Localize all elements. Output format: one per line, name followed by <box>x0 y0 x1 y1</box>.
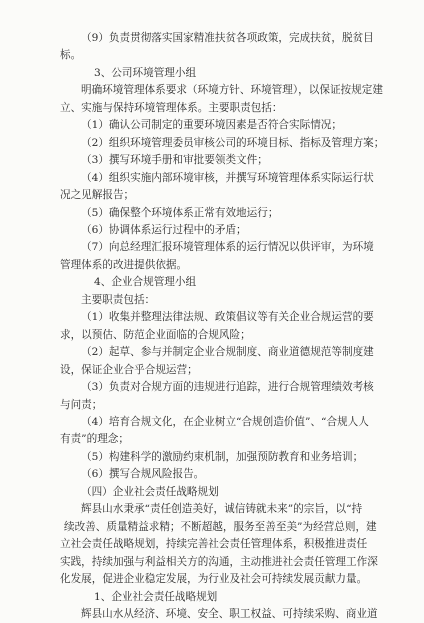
text-line: 1、企业社会责任战略规划 <box>94 590 218 603</box>
text-line: （2）组织环境管理委员审核公司的环境目标、指标及管理方案； <box>81 136 385 149</box>
text-line: 况之见解报告； <box>60 189 135 202</box>
text-line: 辉县山水从经济、环境、安全、职工权益、可持续采购、商业道 <box>81 607 378 620</box>
text-line: 有责”的理念； <box>60 433 129 446</box>
text-line: （3）撰写环境手册和审批要领类文件； <box>81 154 268 167</box>
text-line: （3）负责对合规方面的违规进行追踪，进行合规管理绩效考核 <box>81 381 374 394</box>
text-line: 立社会责任战略规划，持续完善社会责任管理体系，积极推进责任 <box>60 538 368 551</box>
text-line: 化发展，促进企业稳定发展，为行业及社会可持续发展贡献力量。 <box>60 573 368 586</box>
text-line: （7）向总经理汇报环境管理体系的运行情况以供评审，为环境 <box>81 241 374 254</box>
text-line: （6）协调体系运行过程中的矛盾； <box>81 223 247 236</box>
text-line: 4、企业合规管理小组 <box>94 276 197 289</box>
text-line: （四）企业社会责任战略规划 <box>81 485 219 498</box>
text-line: 管理体系的改进提供依据。 <box>60 258 188 271</box>
text-line: （5）确保整个环境体系正常有效地运行； <box>81 206 279 219</box>
text-line: （9）负责贯彻落实国家精准扶贫各项政策，完成扶贫，脱贫目 <box>81 32 374 44</box>
text-line: 3、公司环境管理小组 <box>94 66 197 79</box>
text-line: （4）培育合规文化，在企业树立“合规创造价值”、“合规人人 <box>81 415 369 428</box>
text-line: （6）撰写合规风险报告。 <box>81 468 205 481</box>
text-line: （1）确认公司制定的重要环境因素是否符合实际情况； <box>81 119 342 132</box>
text-line: 立、实施与保持环境管理体系。主要职责包括： <box>60 101 283 114</box>
text-line: （2）起草、参与并制定企业合规制度、商业道德规范等制度建 <box>81 346 374 359</box>
text-line: 主要职责包括： <box>81 293 156 306</box>
text-line: （4）组织实施内部环境审核，并撰写环境管理体系实际运行状 <box>81 171 374 184</box>
text-line: 实践，持续加强与利益相关方的沟通，主动推进社会责任管理工作深 <box>60 555 378 568</box>
text-line: 设，保证企业合乎合规运营； <box>60 363 198 376</box>
text-line: 与问责； <box>60 398 103 411</box>
text-line: （1）收集并整理法律法规、政策倡议等有关企业合规运营的要 <box>81 311 374 324</box>
text-line: 续改善、质量精益求精；不断超越，服务至善至美”为经营总则，建 <box>64 520 377 533</box>
text-line: 辉县山水秉承“责任创造美好，诚信铸就未来”的宗旨，以“持 <box>81 503 363 516</box>
text-line: 求，以预估、防范企业面临的合规风险； <box>60 328 251 341</box>
text-line: 明确环境管理体系要求（环境方针、环境管理），以保证按规定建 <box>81 84 383 97</box>
text-line: （5）构建科学的激励约束机制，加强预防教育和业务培训； <box>81 450 364 463</box>
text-line: 标。 <box>60 49 82 62</box>
